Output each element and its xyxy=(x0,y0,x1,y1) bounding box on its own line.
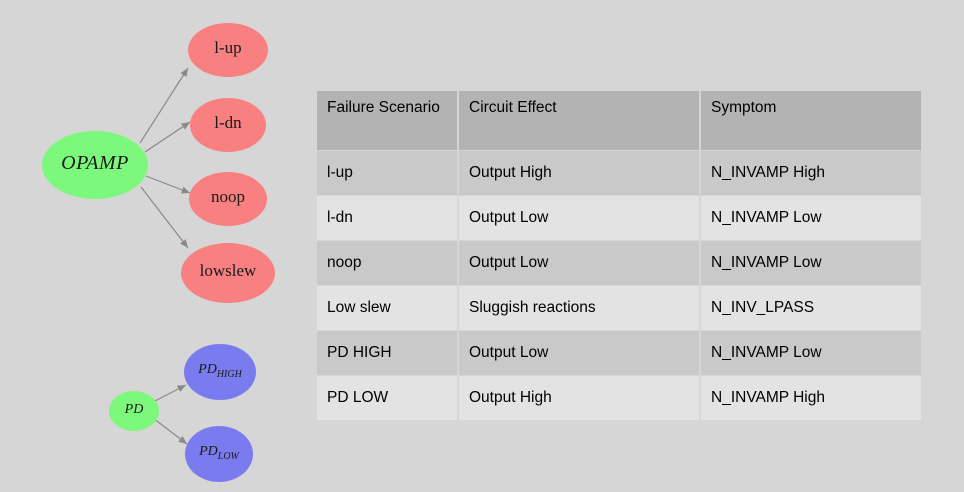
graph-svg xyxy=(0,0,310,492)
cell-symptom: N_INVAMP Low xyxy=(701,331,921,375)
cell-circuit-effect: Output Low xyxy=(459,196,699,240)
failure-mode-graph xyxy=(0,0,310,492)
cell-symptom: N_INVAMP Low xyxy=(701,241,921,285)
edge-pd-pdlow xyxy=(153,418,187,444)
table-row xyxy=(317,331,921,375)
cell-symptom: N_INVAMP High xyxy=(701,376,921,420)
node-label-l-dn: l-dn xyxy=(214,113,242,132)
cell-circuit-effect: Output High xyxy=(459,376,699,420)
cell-failure-scenario: Low slew xyxy=(317,286,457,330)
pd-low-base: PD xyxy=(199,444,218,459)
edge-pd-pdhigh xyxy=(153,385,186,402)
table-row xyxy=(317,286,921,330)
pd-high-base: PD xyxy=(198,362,217,377)
edge-opamp-lowslew xyxy=(141,187,188,248)
node-pd-low[interactable] xyxy=(185,426,253,482)
node-l-dn[interactable] xyxy=(190,98,266,152)
column-header-failure-scenario: Failure Scenario xyxy=(317,91,457,150)
node-l-up[interactable] xyxy=(188,23,268,77)
cell-failure-scenario: noop xyxy=(317,241,457,285)
pd-low-sub: LOW xyxy=(217,450,239,462)
table-body xyxy=(317,151,921,420)
graph-edges xyxy=(140,68,190,444)
pd-high-sub: HIGH xyxy=(216,368,242,380)
node-label-pd: PD xyxy=(124,402,144,417)
node-lowslew[interactable] xyxy=(181,243,275,303)
cell-symptom: N_INVAMP High xyxy=(701,151,921,195)
cell-circuit-effect: Sluggish reactions xyxy=(459,286,699,330)
cell-circuit-effect: Output High xyxy=(459,151,699,195)
edge-opamp-ldn xyxy=(145,122,190,152)
cell-failure-scenario: l-dn xyxy=(317,196,457,240)
node-opamp[interactable] xyxy=(42,131,148,199)
failure-table-wrapper xyxy=(315,90,919,421)
node-label-lowslew: lowslew xyxy=(199,261,257,280)
table-header xyxy=(317,91,921,150)
column-header-circuit-effect: Circuit Effect xyxy=(459,91,699,150)
cell-circuit-effect: Output Low xyxy=(459,241,699,285)
node-label-noop: noop xyxy=(211,187,245,206)
table-header-row xyxy=(317,91,921,150)
table-row xyxy=(317,241,921,285)
table-row xyxy=(317,151,921,195)
node-pd[interactable] xyxy=(109,391,159,431)
cell-symptom: N_INVAMP Low xyxy=(701,196,921,240)
table-row xyxy=(317,376,921,420)
column-header-symptom: Symptom xyxy=(701,91,921,150)
node-pd-high[interactable] xyxy=(184,344,256,400)
cell-failure-scenario: PD HIGH xyxy=(317,331,457,375)
node-label-opamp: OPAMP xyxy=(61,152,129,174)
table-row xyxy=(317,196,921,240)
cell-circuit-effect: Output Low xyxy=(459,331,699,375)
node-noop[interactable] xyxy=(189,172,267,226)
failure-table xyxy=(315,90,923,421)
cell-failure-scenario: PD LOW xyxy=(317,376,457,420)
edge-opamp-noop xyxy=(146,176,190,193)
node-label-l-up: l-up xyxy=(214,38,242,57)
cell-failure-scenario: l-up xyxy=(317,151,457,195)
edge-opamp-lup xyxy=(140,68,188,143)
cell-symptom: N_INV_LPASS xyxy=(701,286,921,330)
